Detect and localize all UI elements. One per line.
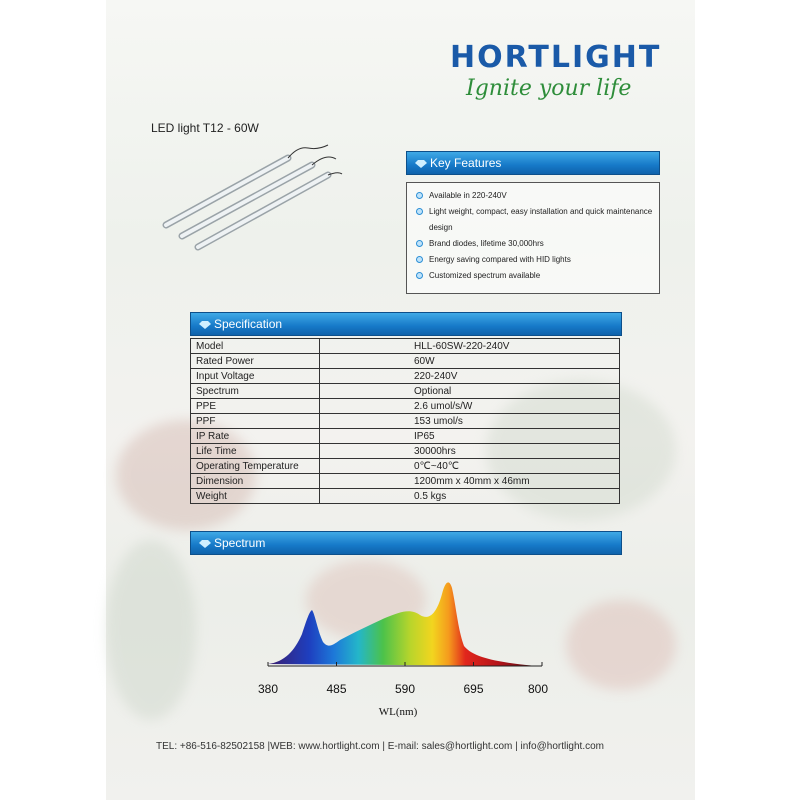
spec-value: Optional: [320, 384, 620, 399]
spec-key: Weight: [191, 489, 320, 504]
led-tubes-image: [160, 140, 350, 250]
feature-text: Energy saving compared with HID lights: [429, 255, 571, 264]
feature-text: Light weight, compact, easy installation and quick maintenance: [429, 207, 653, 216]
bullet-icon: [416, 256, 423, 263]
key-features-box: [406, 182, 660, 294]
spec-row: [191, 489, 620, 504]
spec-row: [191, 369, 620, 384]
bullet-icon: [416, 192, 423, 199]
spec-row: [191, 354, 620, 369]
spec-value: 1200mm x 40mm x 46mm: [320, 474, 620, 489]
x-axis-label: WL(nm): [378, 706, 418, 718]
tick-label: 800: [527, 682, 549, 696]
feature-item-continued: [407, 220, 659, 236]
spec-row: [191, 414, 620, 429]
spec-key: Operating Temperature: [191, 459, 320, 474]
feature-item: [407, 204, 659, 220]
spectrum-heading: Spectrum: [214, 536, 266, 550]
bullet-icon: [416, 272, 423, 279]
spectrum-curve: [268, 582, 542, 666]
diamond-icon: [415, 160, 427, 168]
feature-text: design: [429, 223, 453, 232]
spec-value: 0℃~40℃: [320, 459, 620, 474]
hortlight-logo: [450, 40, 665, 110]
spec-row: [191, 459, 620, 474]
diamond-icon: [199, 540, 211, 548]
spec-key: Rated Power: [191, 354, 320, 369]
spec-key: Dimension: [191, 474, 320, 489]
spec-key: Input Voltage: [191, 369, 320, 384]
specification-header: [190, 312, 622, 336]
tick-label: 590: [394, 682, 416, 696]
spec-row: [191, 339, 620, 354]
key-features-header: [406, 151, 660, 175]
spec-key: IP Rate: [191, 429, 320, 444]
feature-text: Available in 220-240V: [429, 191, 507, 200]
spec-key: PPE: [191, 399, 320, 414]
spec-value: 220-240V: [320, 369, 620, 384]
feature-item: [407, 236, 659, 252]
diamond-icon: [199, 321, 211, 329]
feature-text: Customized spectrum available: [429, 271, 541, 280]
footer-contact: TEL: +86-516-82502158 |WEB: www.hortlight.com | E-mail: sales@hortlight.com | info@hortlight.com: [156, 741, 605, 752]
tick-label: 380: [257, 682, 279, 696]
spec-row: [191, 474, 620, 489]
spec-row: [191, 429, 620, 444]
specification-table: [190, 338, 620, 504]
spec-value: 60W: [320, 354, 620, 369]
spectrum-chart: [257, 570, 560, 720]
feature-text: Brand diodes, lifetime 30,000hrs: [429, 239, 544, 248]
spec-row: [191, 399, 620, 414]
tick-label: 695: [463, 682, 484, 696]
spec-row: [191, 384, 620, 399]
logo-wordmark: HORTLIGHT: [450, 40, 662, 75]
key-features-heading: Key Features: [430, 156, 502, 170]
feature-item: [407, 252, 659, 268]
spec-key: Life Time: [191, 444, 320, 459]
spectrum-header: [190, 531, 622, 555]
bullet-icon: [416, 240, 423, 247]
spec-key: Spectrum: [191, 384, 320, 399]
feature-item: [407, 268, 659, 284]
spec-value: 0.5 kgs: [320, 489, 620, 504]
spec-row: [191, 444, 620, 459]
spec-value: 153 umol/s: [320, 414, 620, 429]
product-title: LED light T12 - 60W: [151, 121, 259, 135]
spec-value: 30000hrs: [320, 444, 620, 459]
spec-value: 2.6 umol/s/W: [320, 399, 620, 414]
spec-key: Model: [191, 339, 320, 354]
spec-key: PPF: [191, 414, 320, 429]
spec-value: IP65: [320, 429, 620, 444]
bg-strawberry-blur: [566, 600, 676, 690]
logo-tagline: Ignite your life: [466, 76, 632, 101]
spec-value: HLL-60SW-220-240V: [320, 339, 620, 354]
tick-label: 485: [326, 682, 347, 696]
specification-heading: Specification: [214, 317, 283, 331]
bg-leaf-blur: [106, 540, 196, 720]
feature-item: [407, 188, 659, 204]
bullet-icon: [416, 208, 423, 215]
